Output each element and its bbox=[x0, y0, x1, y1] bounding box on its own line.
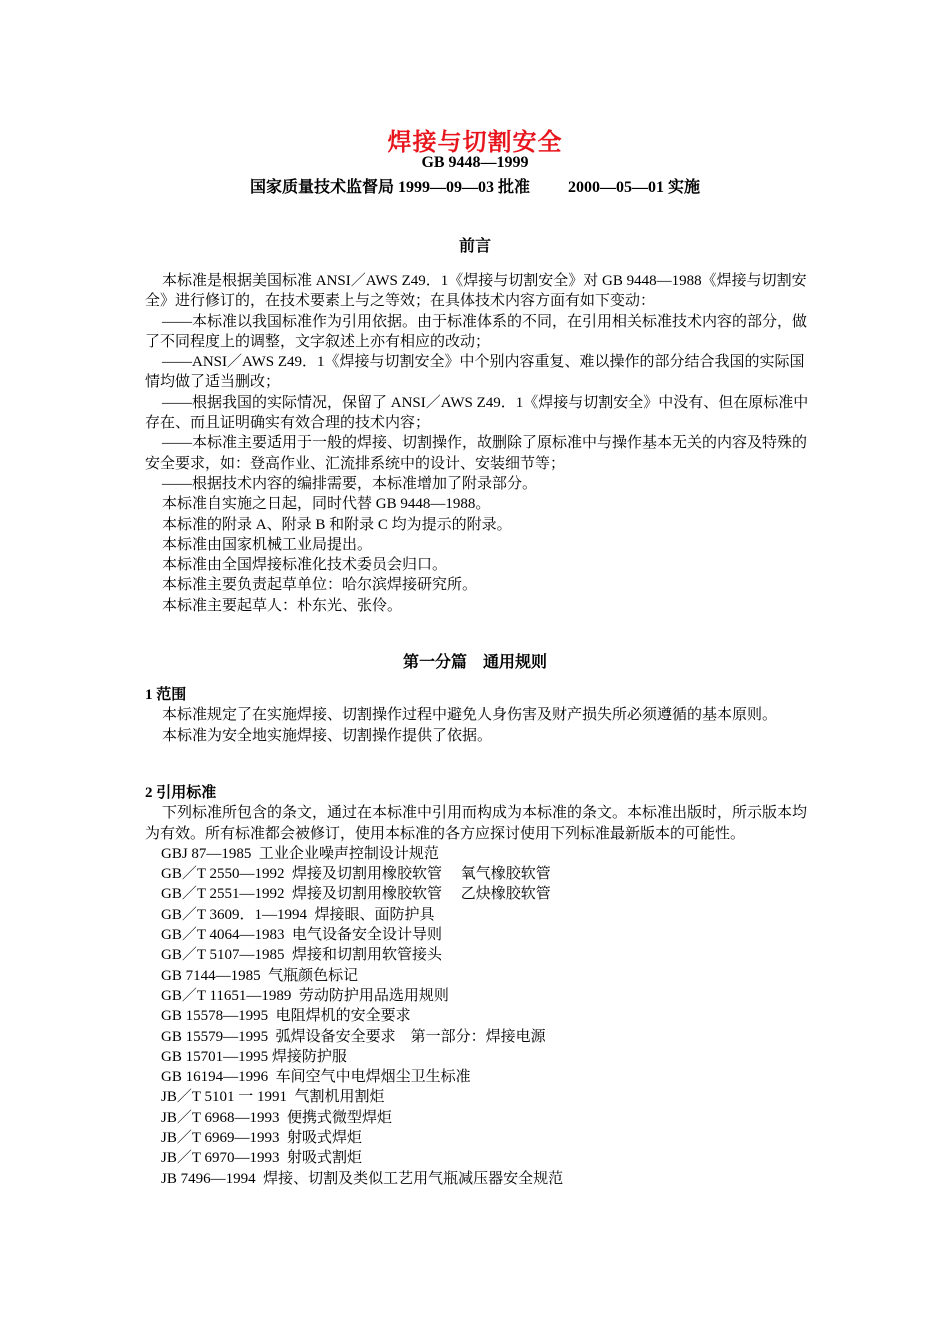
reference-item: GB／T 4064—1983 电气设备安全设计导则 bbox=[161, 927, 442, 944]
preface-paragraph: ——根据我国的实际情况，保留了 ANSI／AWS Z49．1《焊接与切割安全》中没有、但在原标准中存在、而且证明确实有效合理的技术内容； bbox=[145, 394, 809, 432]
preface-heading: 前言 bbox=[458, 238, 491, 255]
standard-code: GB 9448—1999 bbox=[421, 154, 529, 171]
reference-item: GB／T 2551—1992 焊接及切割用橡胶软管 乙炔橡胶软管 bbox=[161, 886, 551, 903]
approval-info: 国家质量技术监督局 1999—09—03 批准 bbox=[249, 179, 530, 196]
reference-item: GB／T 3609．1—1994 焊接眼、面防护具 bbox=[161, 906, 435, 923]
reference-item: GB 16194—1996 车间空气中电焊烟尘卫生标准 bbox=[161, 1069, 471, 1086]
section-references bbox=[145, 783, 810, 1189]
section-paragraph: 本标准为安全地实施焊接、切割操作提供了依据。 bbox=[162, 727, 493, 744]
preface-paragraph: 本标准由全国焊接标准化技术委员会归口。 bbox=[162, 557, 448, 574]
preface-paragraph: 本标准由国家机械工业局提出。 bbox=[162, 536, 373, 553]
preface-paragraph: ——ANSI／AWS Z49．1《焊接与切割安全》中个别内容重复、难以操作的部分结合我国的实际国情均做了适当删改； bbox=[145, 354, 805, 391]
preface-paragraph: ——本标准以我国标准作为引用依据。由于标准体系的不同，在引用相关标准技术内容的部分，做了不同程度上的调整，文字叙述上亦有相应的改动； bbox=[145, 313, 808, 350]
preface-paragraph: 本标准主要起草人：朴东光、张伶。 bbox=[162, 597, 403, 614]
reference-item: JB／T 6970—1993 射吸式割炬 bbox=[161, 1150, 362, 1167]
reference-item: GB 15701—1995 焊接防护服 bbox=[161, 1048, 347, 1065]
part-heading: 第一分篇 通用规则 bbox=[402, 654, 547, 671]
section-paragraph: 本标准规定了在实施焊接、切割操作过程中避免人身伤害及财产损失所必须遵循的基本原则。 bbox=[162, 707, 778, 724]
preface-paragraph: ——根据技术内容的编排需要，本标准增加了附录部分。 bbox=[162, 475, 538, 492]
reference-item: GB／T 2550—1992 焊接及切割用橡胶软管 氧气橡胶软管 bbox=[161, 866, 551, 883]
section-heading: 2 引用标准 bbox=[145, 785, 217, 801]
reference-item: GB／T 5107—1985 焊接和切割用软管接头 bbox=[161, 947, 442, 964]
section-paragraph: 下列标准所包含的条文，通过在本标准中引用而构成为本标准的条文。本标准出版时，所示版本均为有效。所有标准都会被修订，使用本标准的各方应探讨使用下列标准最新版本的可能性。 bbox=[145, 805, 808, 842]
reference-item: GB 7144—1985 气瓶颜色标记 bbox=[161, 967, 359, 984]
preface-paragraph: 本标准主要负责起草单位：哈尔滨焊接研究所。 bbox=[162, 577, 478, 594]
reference-item: GB／T 11651—1989 劳动防护用品选用规则 bbox=[161, 987, 449, 1004]
document-title: 焊接与切割安全 bbox=[387, 128, 563, 156]
preface-paragraph: 本标准是根据美国标准 ANSI／AWS Z49．1《焊接与切割安全》对 GB 9448—1988《焊接与切割安全》进行修订的，在技术要素上与之等效；在具体技术内容方面有如下变动： bbox=[145, 273, 807, 310]
reference-item: GB 15578—1995 电阻焊机的安全要求 bbox=[161, 1008, 411, 1025]
preface-paragraph: ——本标准主要适用于一般的焊接、切割操作，故删除了原标准中与操作基本无关的内容及特殊的安全要求，如：登高作业、汇流排系统中的设计、安装细节等； bbox=[145, 435, 808, 472]
reference-item: JB／T 6968—1993 便携式微型焊炬 bbox=[161, 1109, 392, 1126]
preface-paragraph: 本标准自实施之日起，同时代替 GB 9448—1988。 bbox=[162, 496, 491, 513]
reference-item: GB 15579—1995 弧焊设备安全要求 第一部分：焊接电源 bbox=[161, 1028, 546, 1045]
reference-item: GBJ 87—1985 工业企业噪声控制设计规范 bbox=[161, 845, 439, 862]
reference-item: JB／T 6969—1993 射吸式焊炬 bbox=[161, 1130, 362, 1147]
section-scope bbox=[145, 685, 810, 746]
section-heading: 1 范围 bbox=[145, 687, 187, 703]
effective-date: 2000—05—01 实施 bbox=[568, 179, 701, 196]
reference-item: JB／T 5101 一 1991 气割机用割炬 bbox=[161, 1089, 385, 1106]
reference-list bbox=[145, 844, 810, 1189]
preface-paragraph: 本标准的附录 A、附录 B 和附录 C 均为提示的附录。 bbox=[162, 516, 512, 533]
reference-item: JB 7496—1994 焊接、切割及类似工艺用气瓶减压器安全规范 bbox=[161, 1170, 564, 1187]
preface-body bbox=[145, 271, 810, 616]
issue-line bbox=[0, 174, 950, 197]
